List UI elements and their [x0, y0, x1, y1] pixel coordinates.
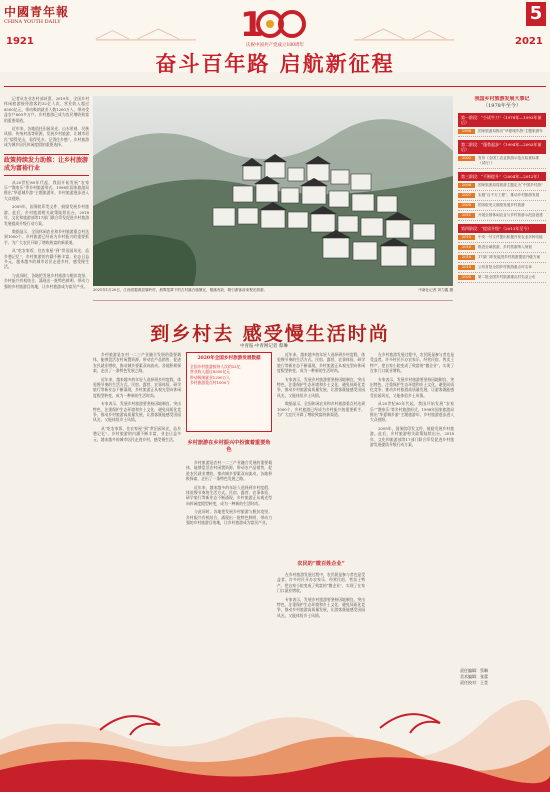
page-number: 5 [526, 2, 546, 26]
event-year: 2015 [458, 235, 475, 240]
footer-wave-decoration [0, 700, 550, 792]
event-text: 公布首批全国乡村旅游重点村名单 [478, 265, 532, 269]
lede-paragraph: 近年来，各地依托田园风光、山水景观、民族风情、传统村落等资源，发展乡村旅游，让城市居民“望得见山、看得见水、记得住乡愁”，乡村旅游成为城乡居民休闲度假的重要选择。 [4, 126, 89, 148]
masthead: 中國青年報 [4, 5, 70, 19]
timeline-event [458, 127, 546, 137]
timeline-phase: 第四阶段：“提质升级”（2013年至今） [458, 224, 546, 233]
timeline-event [458, 273, 546, 283]
event-text: 国家旅游局将旅游主题定为“中国乡村游” [478, 183, 543, 187]
event-text: 第二批全国乡村旅游重点村名录公布 [478, 275, 536, 279]
editor-credits [460, 668, 546, 686]
body-paragraph: 专家表示，发展乡村旅游要坚持因地制宜、突出特色，注重保护生态环境和乡土文化，避免同质化竞争，推动乡村旅游高质量发展，让游客既能感受田园风光，又能体验乡土风情。 [93, 401, 181, 423]
timeline-event [458, 154, 546, 169]
info-box-line: 乡村旅游重点村1000个 [190, 380, 231, 386]
event-text: 17部门印发促进乡村旅游提质升级方案 [478, 255, 541, 259]
body-paragraph: 2009年，国务院印发文件，鼓励发展乡村旅游。此后，乡村旅游相关政策陆续出台，2018年，文化和旅游部等17部门联合印发促进乡村旅游发展提质升级行动方案。 [370, 425, 454, 448]
anniversary-text: 庆祝中国共产党成立100周年 [245, 43, 305, 48]
timeline-sidebar [458, 96, 546, 656]
timeline-phase: 第三阶段：“不断提升”（2004年—2012年） [458, 172, 546, 181]
section-title: 政策持续发力助推：让乡村旅游成为富裕行业 [4, 154, 89, 176]
body-paragraph: 与此同时，各地把发展乡村旅游与脱贫攻坚、乡村振兴有机结合，涌现出一批特色鲜明、带动力强的乡村旅游目的地，让乡村旅游成为富民产业。 [186, 509, 272, 526]
body-paragraph: 乡村旅游是农村一二三产业融合发展的重要载体，能够盘活农村闲置资源，带动农产品销售，促进农民就业增收，推动城乡要素双向流动。各地积极探索，走出了一条特色发展之路。 [93, 352, 181, 374]
event-text: 中央一号文件提出积极开发农业多种功能 [478, 235, 543, 239]
event-year: 2006 [458, 183, 475, 188]
event-text: 国务院发文鼓励发展乡村旅游 [478, 203, 525, 207]
event-year: 2018 [458, 255, 475, 260]
event-year: 1998 [458, 129, 475, 134]
timeline-event [458, 191, 546, 201]
timeline-event [458, 181, 546, 191]
village-photo-illustration [93, 96, 453, 286]
info-box-line: 全国乡村旅游接待人次约32亿 [190, 364, 241, 369]
year-start: 1921 [6, 36, 34, 47]
timeline-phase: 第二阶段：“蓬勃起步”（1994年—2003年前后） [458, 140, 546, 154]
timeline-phase: 第一阶段：“小试牛刀”（1978年—1993年前后） [458, 113, 546, 127]
body-paragraph: 数据显示，全国休闲农业和乡村旅游重点村达到1000个，乡村旅游已经成为乡村振兴的重要抓手，为广大农民开辟了增收致富的新渠道。 [4, 228, 89, 245]
body-paragraph: 从“吃农家饭、住农家屋”到“赏田园风光、品乡愁记忆”，乡村旅游的内涵不断丰富，业态日益多元，越来越多的城市居民走进乡村，感受慢生活。 [4, 248, 89, 270]
event-year: 2002 [458, 156, 475, 161]
editor-line: 美术编辑：张蕾 [460, 674, 488, 679]
timeline-title: 我国乡村旅游发展大事记 [474, 96, 530, 102]
body-paragraph: 专家表示，发展乡村旅游要坚持因地制宜、突出特色，注重保护生态环境和乡土文化，避免同质化竞争，推动乡村旅游高质量发展，让游客既能感受田园风光，又能体验乡土风情。 [277, 376, 365, 398]
photo-caption: 2021年1月20日，江西省婺源县篁岭村，晨雾笼罩下的古村落白墙黛瓦，错落有致，吸引游客前来观光旅游。 [93, 288, 268, 292]
body-paragraph: 数据显示，全国休闲农业和乡村旅游重点村达到1000个，乡村旅游已经成为乡村振兴的重要抓手，为广大农民开辟了增收致富的新渠道。 [277, 401, 365, 418]
body-paragraph: 在乡村旅游发展过程中，农民既是参与者也是受益者。许多村民开办农家乐、经营民宿、售卖土特产，把自家小院变成了致富的“微企业”，实现了在家门口就业增收。 [277, 572, 365, 594]
event-text: 实施“百千万工程”，推动乡村旅游发展 [478, 193, 540, 197]
event-year: 2007 [458, 193, 475, 198]
center-column-1 [93, 352, 181, 692]
event-year: 2009 [458, 203, 475, 208]
body-paragraph: 在乡村旅游发展过程中，农民既是参与者也是受益者。许多村民开办农家乐、经营民宿、售卖土特产，把自家小院变成了致富的“微企业”，实现了在家门口就业增收。 [370, 352, 454, 374]
event-year: 2019 [458, 265, 475, 270]
photo-credit: 中新社记者 刘力鑫 摄 [418, 288, 453, 292]
body-paragraph: 从20世纪80年代起，我国开始发展“农家乐”“渔家乐”等乡村旅游形式，1998年国家旅游局推出“华夏城乡游”主题旅游年，乡村旅游逐步进入大众视野。 [4, 179, 89, 201]
subsection-title: 农民的“微百姓企业” [297, 561, 345, 567]
body-paragraph: 近年来，越来越多的年轻人选择到乡村度假，体验慢节奏的生活方式。民宿、露营、农事体验、研学旅行等新业态不断涌现，乡村旅游正从观光型向休闲度假型转变，成为一种新的生活时尚。 [277, 352, 365, 374]
body-paragraph: 与此同时，各地把发展乡村旅游与脱贫攻坚、乡村振兴有机结合，涌现出一批特色鲜明、带动力强的乡村旅游目的地，让乡村旅游成为富民产业。 [4, 272, 89, 289]
body-paragraph: 近年来，越来越多的年轻人选择到乡村度假，体验慢节奏的生活方式。民宿、露营、农事体验、研学旅行等新业态不断涌现，乡村旅游正从观光型向休闲度假型转变，成为一种新的生活时尚。 [186, 484, 272, 506]
main-slogan: 奋斗百年路 启航新征程 [155, 52, 395, 76]
subsection-title: 乡村旅游在乡村振兴中扮演着重要角色 [187, 440, 271, 453]
timeline-event [458, 233, 546, 243]
center-column-4 [370, 352, 454, 692]
article-headline: 到乡村去 感受慢生活时尚 [150, 323, 390, 345]
timeline-event [458, 263, 546, 273]
timeline-event [458, 201, 546, 211]
center-column-3b [277, 572, 365, 692]
slogan-divider [4, 86, 546, 87]
event-year: 2011 [458, 213, 475, 218]
event-text: 开展全国休闲农业与乡村旅游示范县创建 [478, 213, 543, 217]
body-paragraph: 从“吃农家饭、住农家屋”到“赏田园风光、品乡愁记忆”，乡村旅游的内涵不断丰富，业态日益多元，越来越多的城市居民走进乡村，感受慢生活。 [93, 425, 181, 442]
timeline-event [458, 211, 546, 221]
info-box-line: 营业收入超过8500亿元 [190, 369, 231, 375]
event-text: 发布《全国工农业旅游示范点检查标准（试行）》 [478, 156, 540, 165]
centenary-emblem [230, 4, 310, 44]
center-column-3 [277, 352, 365, 552]
event-text: 推进全域旅游，乡村旅游纳入规划 [478, 245, 532, 249]
article-byline: 中青报·中青网记者 蔡琳 [240, 344, 288, 349]
body-paragraph: 2009年，国务院印发文件，鼓励发展乡村旅游。此后，乡村旅游相关政策陆续出台，2018年，文化和旅游部等17部门联合印发促进乡村旅游发展提质升级行动方案。 [4, 204, 89, 226]
editor-line: 责任编辑：蔡琳 [460, 668, 488, 673]
masthead-subtitle: CHINA YOUTH DAILY [4, 19, 61, 25]
headline-rule [93, 300, 453, 301]
lede-paragraph: 记者从农业农村部获悉，2019年，全国乡村休闲旅游接待游客约32亿人次，营业收入超过8500亿元，带动吸纳就业人数1200万人，带动受益农户800多万户。乡村旅游已成为农民增收致富的重要渠道。 [4, 96, 89, 123]
editor-line: 责任校对：王莹 [460, 680, 488, 685]
event-year: 2020 [458, 275, 475, 280]
svg-text:1: 1 [240, 5, 264, 44]
timeline-event [458, 253, 546, 263]
center-column-2 [186, 460, 272, 692]
village-photo [93, 96, 453, 286]
event-text: 国家旅游局推出“华夏城乡游”主题旅游年 [478, 129, 543, 133]
body-paragraph: 专家表示，发展乡村旅游要坚持因地制宜、突出特色，注重保护生态环境和乡土文化，避免同质化竞争，推动乡村旅游高质量发展，让游客既能感受田园风光，又能体验乡土风情。 [277, 596, 365, 618]
body-paragraph: 从20世纪80年代起，我国开始发展“农家乐”“渔家乐”等乡村旅游形式，1998年国家旅游局推出“华夏城乡游”主题旅游年，乡村旅游逐步进入大众视野。 [370, 401, 454, 423]
body-paragraph: 专家表示，发展乡村旅游要坚持因地制宜、突出特色，注重保护生态环境和乡土文化，避免同质化竞争，推动乡村旅游高质量发展，让游客既能感受田园风光，又能体验乡土风情。 [370, 376, 454, 398]
year-end: 2021 [515, 36, 543, 47]
timeline-subtitle: （1978年至今） [483, 103, 521, 109]
info-box-title: 2020年全国乡村旅游发展数据 [197, 356, 261, 361]
event-year: 2016 [458, 245, 475, 250]
info-box-line: 带动吸纳就业1200万人 [190, 374, 231, 380]
body-paragraph: 近年来，越来越多的年轻人选择到乡村度假，体验慢节奏的生活方式。民宿、露营、农事体验、研学旅行等新业态不断涌现，乡村旅游正从观光型向休闲度假型转变，成为一种新的生活时尚。 [93, 376, 181, 398]
timeline-event [458, 243, 546, 253]
data-info-box [186, 352, 272, 432]
body-paragraph: 乡村旅游是农村一二三产业融合发展的重要载体，能够盘活农村闲置资源，带动农产品销售，促进农民就业增收，推动城乡要素双向流动。各地积极探索，走出了一条特色发展之路。 [186, 460, 272, 482]
left-column [4, 96, 89, 696]
